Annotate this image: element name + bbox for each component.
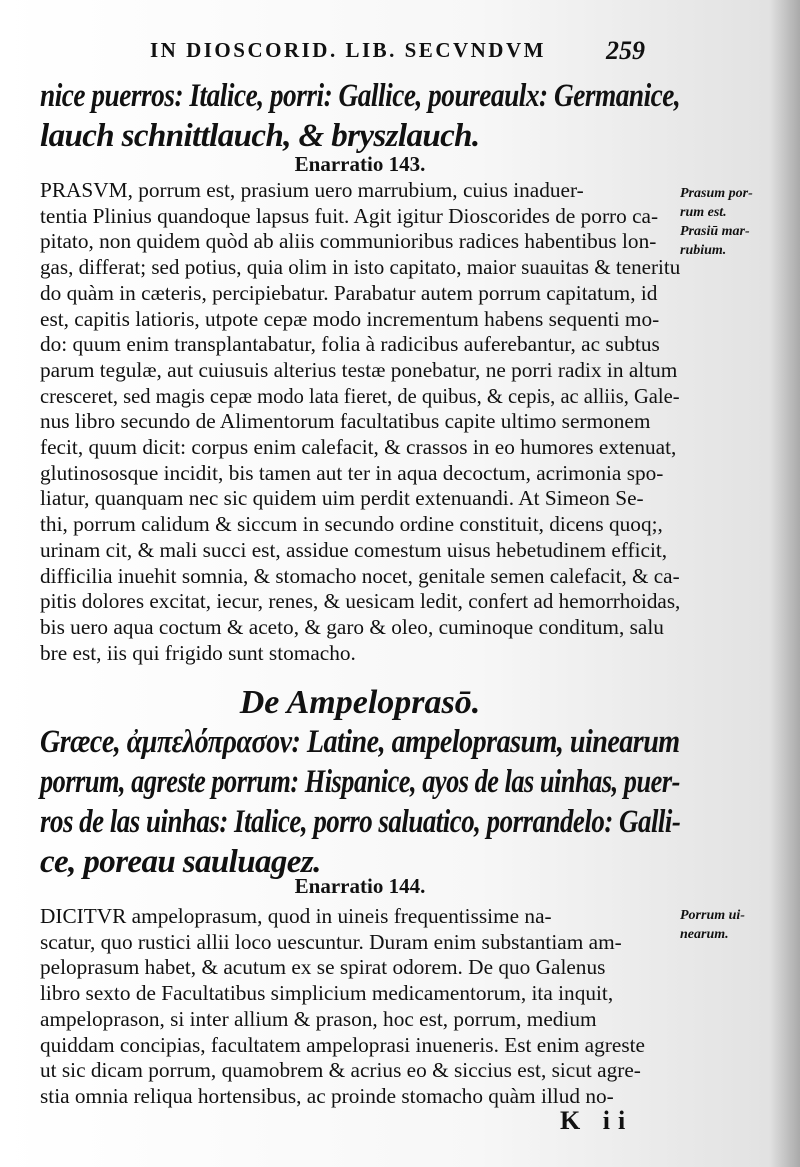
text-line: nus libro secundo de Alimentorum facultatibus capite ultimo sermonem bbox=[40, 409, 651, 434]
names-line: porrum, agreste porrum: Hispanice, ayos de las uinhas, puer- bbox=[40, 764, 680, 800]
text-line: do quàm in cæteris, percipiebatur. Parabatur autem porrum capitatum, id bbox=[40, 280, 658, 305]
names-line: ce, poreau sauluagez. bbox=[40, 844, 321, 880]
text-line: ampeloprason, si inter allium & prason, hoc est, porrum, medium bbox=[40, 1006, 597, 1031]
names-line: Græce, ἀμπελόπρασον: Latine, ampeloprasum, uinearum bbox=[40, 724, 680, 760]
margin-note-line: Porrum ui- bbox=[680, 908, 745, 923]
text-line: est, capitis latioris, utpote cepæ modo incrementum habens sequenti mo- bbox=[40, 306, 660, 331]
text-line: stia omnia reliqua hortensibus, ac proinde stomacho quàm illud no- bbox=[40, 1083, 614, 1108]
text-line: liatur, quanquam nec sic quidem uim perdit extenuandi. At Simeon Se- bbox=[40, 486, 644, 511]
section-title: De Ampeloprasō. bbox=[239, 684, 481, 721]
margin-note-line: nearum. bbox=[680, 927, 729, 942]
text-line: scatur, quo rustici allii loco uescuntur. Duram enim substantiam am- bbox=[40, 929, 622, 954]
text-line: tentia Plinius quandoque lapsus fuit. Agit igitur Dioscorides de porro ca- bbox=[40, 203, 659, 228]
text-line: glutinososque incidit, bis tamen aut ter in aqua decoctum, acrimonia spo- bbox=[40, 460, 664, 485]
text-line: ut sic dicam porrum, quamobrem & acrius eo & siccius est, sicut agre- bbox=[40, 1058, 641, 1083]
text-line: cresceret, sed magis cepæ modo lata fieret, de quibus, & cepis, ac alliis, Gale- bbox=[40, 383, 680, 408]
enarratio-143-heading: Enarratio 143. bbox=[294, 152, 426, 176]
text-line: pitato, non quidem quòd ab aliis communioribus radices habentibus lon- bbox=[40, 229, 657, 254]
margin-note-line: Prasiū mar- bbox=[680, 224, 750, 239]
enarratio-143-text bbox=[40, 178, 680, 666]
enarratio-144-text bbox=[40, 904, 680, 1110]
margin-note-line: Prasum por- bbox=[680, 186, 753, 201]
text-line: DICITVR ampeloprasum, quod in uineis frequentissime na- bbox=[40, 904, 552, 928]
enarratio-144-heading: Enarratio 144. bbox=[294, 874, 426, 898]
names-block bbox=[40, 722, 680, 882]
text-line: urinam cit, & mali succi est, assidue comestum uisus hebetudinem efficit, bbox=[40, 537, 668, 562]
margin-note-143 bbox=[680, 184, 790, 260]
text-line: fecit, quum dicit: corpus enim calefacit, & crassos in eo humores extenuat, bbox=[40, 435, 677, 460]
intro-line: lauch schnittlauch, & bryszlauch. bbox=[40, 118, 480, 154]
intro-line: nice puerros: Italice, porri: Gallice, poureaulx: Germanice, bbox=[40, 78, 681, 114]
text-line: bre est, iis qui frigido sunt stomacho. bbox=[40, 640, 356, 665]
running-head: IN DIOSCORID. LIB. SECVNDVM bbox=[150, 38, 546, 62]
intro-names bbox=[40, 76, 680, 156]
text-line: do: quum enim transplantabatur, folia à radicibus auferebantur, ac subtus bbox=[40, 332, 660, 357]
names-line: ros de las uinhas: Italice, porro saluatico, porrandelo: Galli- bbox=[40, 804, 681, 840]
text-line: thi, porrum calidum & siccum in secundo ordine constituit, dicens quoq;, bbox=[40, 512, 663, 537]
page-number: 259 bbox=[606, 36, 645, 65]
page-edge-shadow bbox=[770, 0, 800, 1167]
margin-note-144 bbox=[680, 906, 790, 944]
text-line: libro sexto de Facultatibus simplicium medicamentorum, ita inquit, bbox=[40, 981, 614, 1006]
text-line: quiddam concipias, facultatem ampeloprasi inueneris. Est enim agreste bbox=[40, 1032, 645, 1057]
margin-note-line: rubium. bbox=[680, 243, 727, 258]
text-line: pitis dolores excitat, iecur, renes, & uesicam ledit, confert ad hemorrhoidas, bbox=[40, 589, 681, 614]
text-line: peloprasum habet, & acutum ex se spirat odorem. De quo Galenus bbox=[40, 955, 606, 980]
text-line: PRASVM, porrum est, prasium uero marrubium, cuius inaduer- bbox=[40, 178, 584, 202]
signature-mark: K ii bbox=[560, 1106, 634, 1135]
text-line: difficilia inuehit somnia, & stomacho nocet, genitale semen calefacit, & ca- bbox=[40, 563, 680, 588]
margin-note-line: rum est. bbox=[680, 205, 727, 220]
text-line: gas, differat; sed potius, quia olim in isto capitato, maior suauitas & teneritu bbox=[40, 255, 681, 280]
text-line: parum tegulæ, aut cuiusuis alterius testæ ponebatur, ne porri radix in altum bbox=[40, 357, 678, 382]
text-line: bis uero aqua coctum & aceto, & garo & oleo, cuminoque conditum, salu bbox=[40, 614, 664, 639]
